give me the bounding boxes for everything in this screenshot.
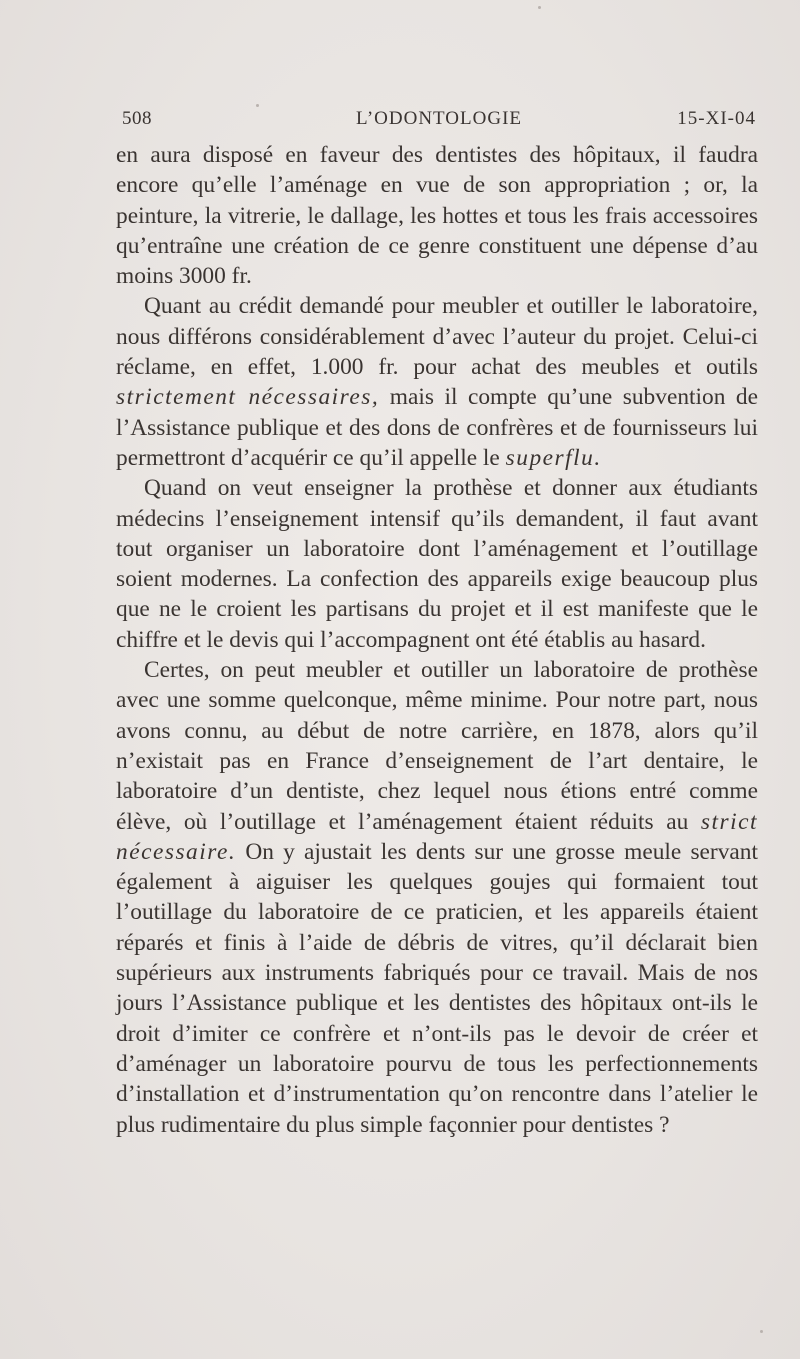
body-text [116,140,758,1140]
italic-run: strictement nécessaires, [116,384,380,411]
text-run: en aura disposé en faveur des dentistes des hôpitaux, il faudra encore qu’elle l’aménage en vue de son appropriation ; or, la peinture, la vitrerie, le dallage, les hottes et tous les frais accessoires qu’entraîne une création de ce genre constituent une dépense d’au moins 3000 fr. [116,142,758,290]
paper-speck [538,6,541,9]
paper-speck [760,1330,763,1333]
paragraph [116,473,758,655]
text-run: Certes, on peut meubler et outiller un laboratoire de prothèse avec une somme quelconque, même minime. Pour notre part, nous avons connu, au début de notre carrière, en 1878, alors qu’il n’existait pas en France d’enseignement de l’art dentaire, le laboratoire d’un dentiste, chez lequel nous étions entré comme élève, où l’outillage et l’aménagement étaient réduits au [116,657,758,835]
running-title: L’ODONTOLOGIE [355,108,523,129]
italic-run: superflu. [505,444,602,471]
paper-speck [256,104,259,107]
text-run: On y ajustait les dents sur une grosse meule servant également à aiguiser les quelques goujes qui formaient tout l’outillage du laboratoire de ce praticien, et les appareils étaient réparés et finis à l’aide de débris de vitres, qu’il déclarait bien supérieurs aux instruments fabriqués pour ce travail. Mais de nos jours l’Assistance publique et les dentistes des hôpitaux ont-ils le droit d’imiter ce confrère et n’ont-ils pas le devoir de créer et d’aménager un laboratoire pourvu de tous les perfectionnements d’installation et d’instrumentation qu’on rencontre dans l’atelier le plus rudimentaire du plus simple façonnier pour dentistes ? [116,838,758,1138]
text-run: Quand on veut enseigner la prothèse et donner aux étudiants médecins l’enseignement intensif qu’ils demandent, il faut avant tout organiser un laboratoire dont l’aménagement et l’outillage soient modernes. La confection des appareils exige beaucoup plus que ne le croient les partisans du projet et il est manifeste que le chiffre et le devis qui l’accompagnent ont été établis au hasard. [116,475,758,653]
text-run: mais il compte qu’une subvention de l’Assistance publique et des dons de confrères et de fournisseurs lui permettront d’acquérir ce qu’il appelle le [116,384,758,471]
page-number: 508 [122,108,152,129]
issue-date: 15-XI-04 [677,108,756,129]
page-header [122,108,756,136]
text-run: Quant au crédit demandé pour meubler et outiller le laboratoire, nous différons considérablement d’avec l’auteur du projet. Celui-ci réclame, en effet, 1.000 fr. pour achat des meubles et outils [116,293,758,381]
paragraph [116,140,758,291]
italic-run: strict nécessaire. [116,808,758,865]
paragraph [116,655,758,1140]
paragraph [116,291,758,473]
